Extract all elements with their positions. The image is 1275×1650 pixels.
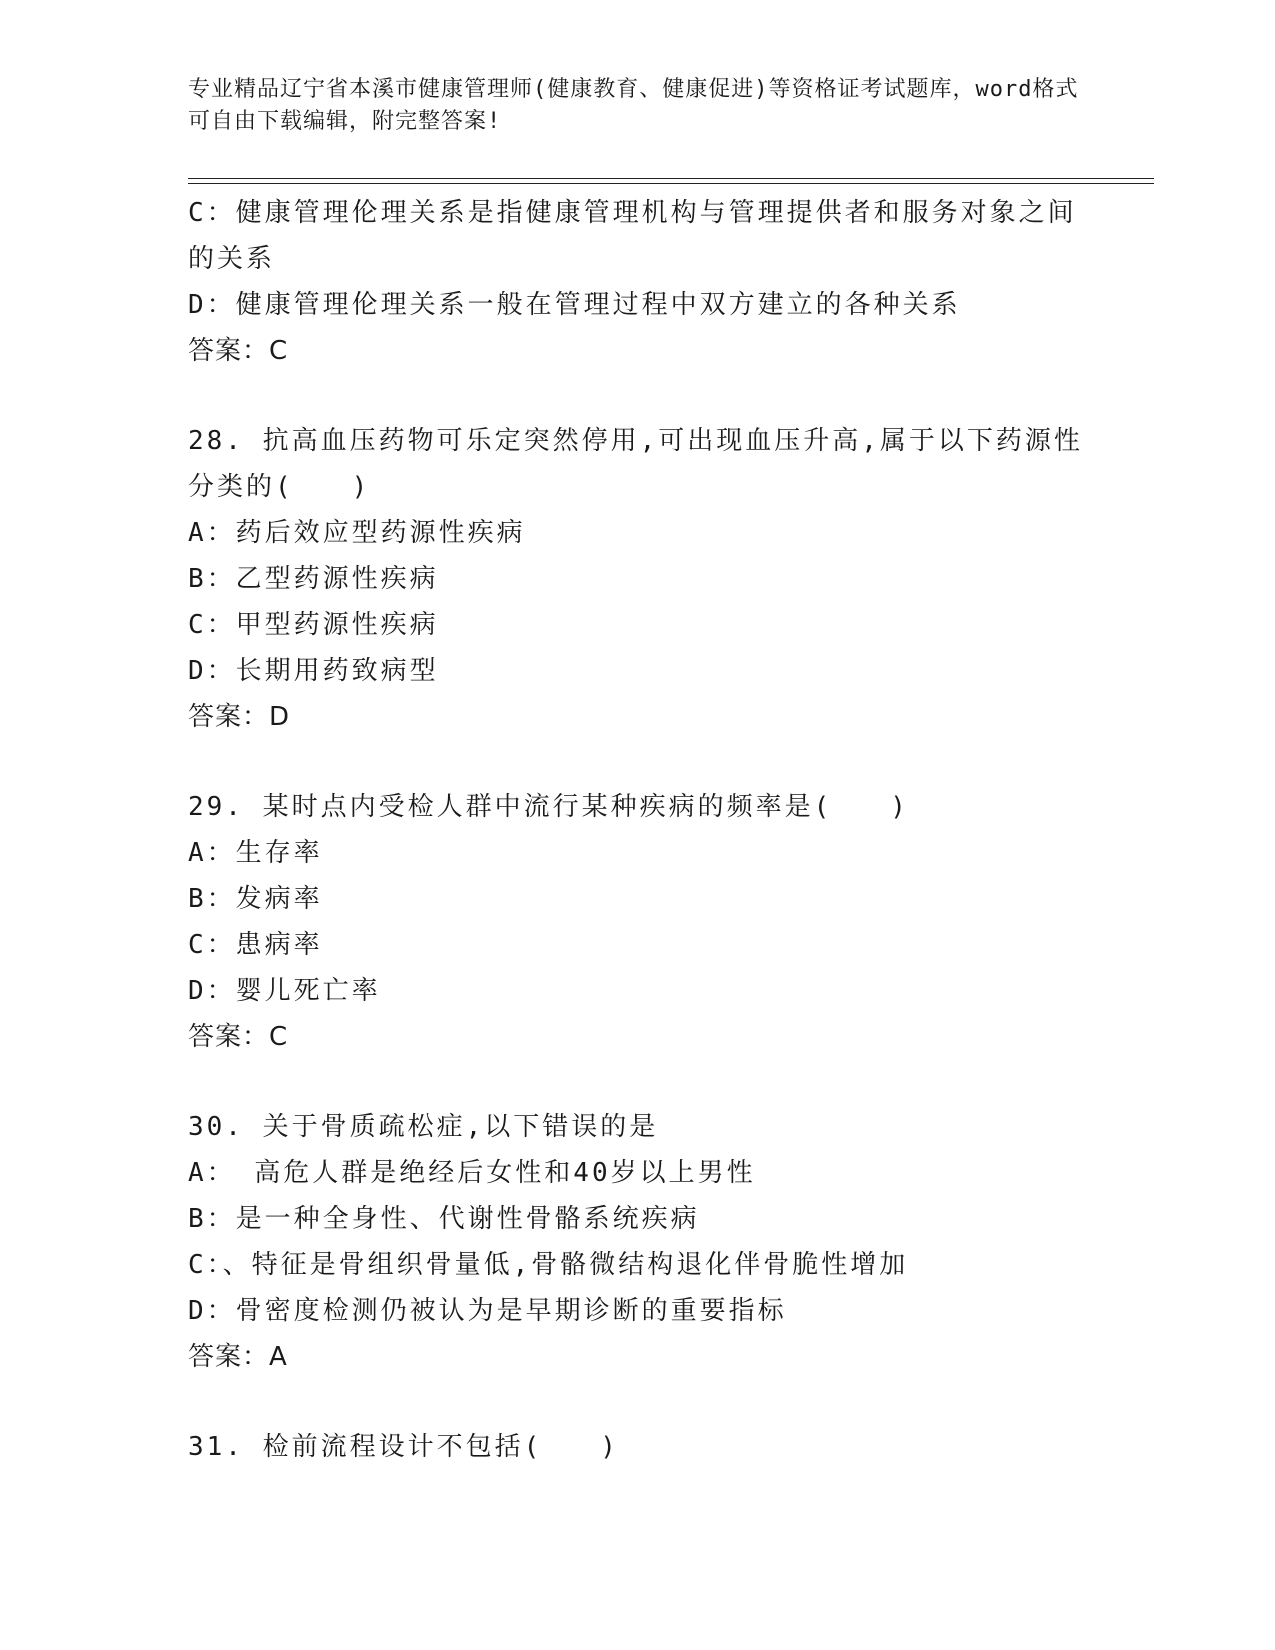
option-line: C：、特征是骨组织骨量低,骨骼微结构退化伴骨脆性增加 <box>188 1250 909 1280</box>
header-divider-second <box>188 183 1154 184</box>
question-block <box>188 1424 1088 1470</box>
answer-line: 答案：A <box>188 1342 288 1372</box>
question-block <box>188 784 1088 1060</box>
option-line: B：是一种全身性、代谢性骨骼系统疾病 <box>188 1204 700 1234</box>
option-line: B：乙型药源性疾病 <box>188 564 439 594</box>
question-block <box>188 1104 1088 1380</box>
document-header: 专业精品辽宁省本溪市健康管理师(健康教育、健康促进)等资格证考试题库，word格式可自由下载编辑，附完整答案! <box>188 77 1079 134</box>
option-line: A：生存率 <box>188 838 323 868</box>
question-block <box>188 418 1088 740</box>
question-stem: 31. 检前流程设计不包括( ) <box>188 1432 619 1462</box>
option-line: C：健康管理伦理关系是指健康管理机构与管理提供者和服务对象之间 <box>188 198 1077 228</box>
answer-line: 答案：D <box>188 702 291 732</box>
question-stem: 30. 关于骨质疏松症,以下错误的是 <box>188 1112 659 1142</box>
option-line: 的关系 <box>188 244 276 274</box>
answer-line: 答案：C <box>188 336 289 366</box>
option-line: A： 高危人群是绝经后女性和40岁以上男性 <box>188 1158 756 1188</box>
question-block <box>188 190 1088 374</box>
header-divider <box>188 178 1154 179</box>
answer-line: 答案：C <box>188 1022 289 1052</box>
option-line: C：患病率 <box>188 930 323 960</box>
option-line: C：甲型药源性疾病 <box>188 610 439 640</box>
option-line: D：长期用药致病型 <box>188 656 439 686</box>
option-line: D：骨密度检测仍被认为是早期诊断的重要指标 <box>188 1296 787 1326</box>
question-stem: 29. 某时点内受检人群中流行某种疾病的频率是( ) <box>188 792 909 822</box>
question-stem: 28. 抗高血压药物可乐定突然停用,可出现血压升高,属于以下药源性 <box>188 426 1083 456</box>
option-line: A：药后效应型药源性疾病 <box>188 518 526 548</box>
option-line: D：婴儿死亡率 <box>188 976 381 1006</box>
option-line: B：发病率 <box>188 884 323 914</box>
question-stem: 分类的( ) <box>188 472 371 502</box>
option-line: D：健康管理伦理关系一般在管理过程中双方建立的各种关系 <box>188 290 961 320</box>
question-list <box>188 190 1088 1470</box>
